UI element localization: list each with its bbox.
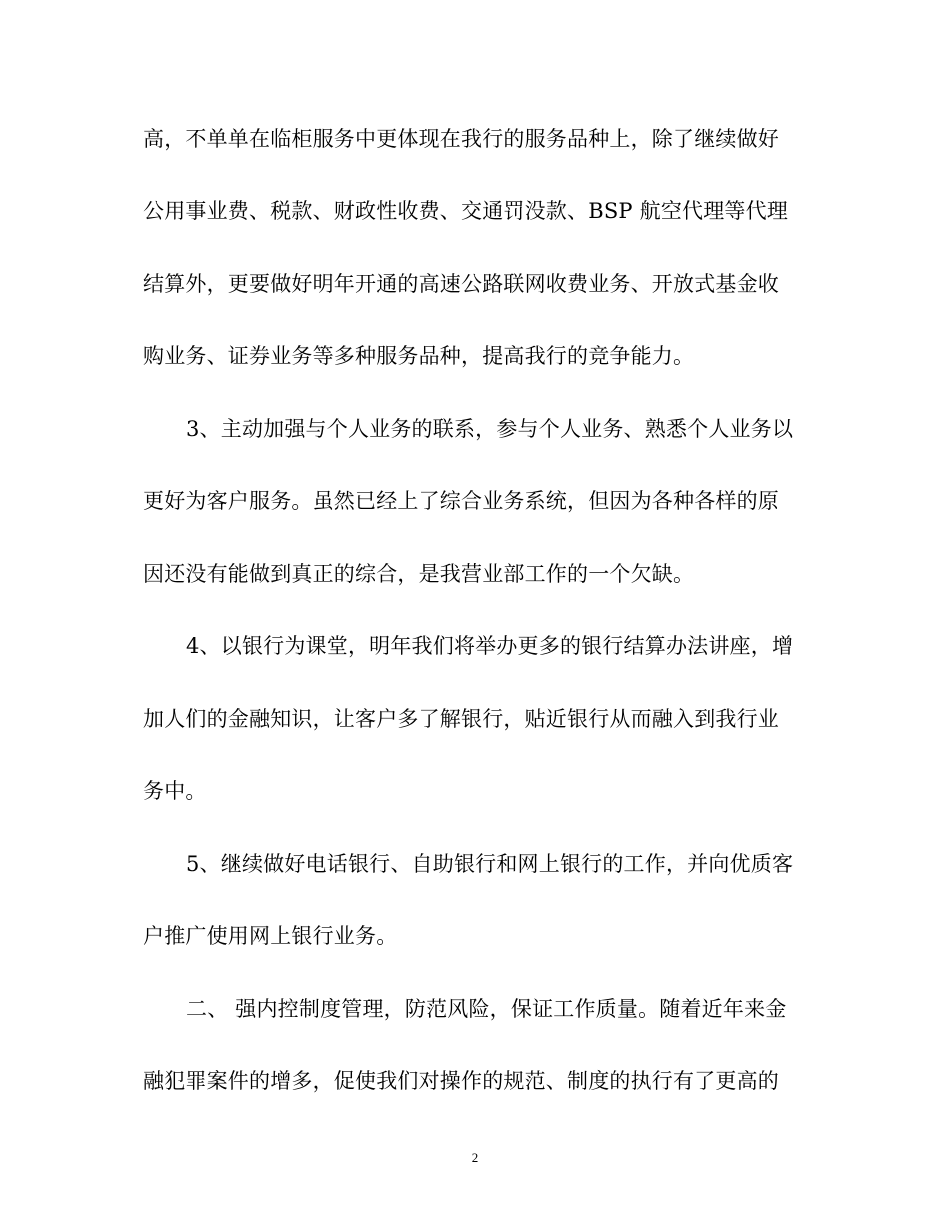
- page-number: 2: [471, 1150, 479, 1165]
- text-line: 融犯罪案件的增多，促使我们对操作的规范、制度的执行有了更高的: [143, 1069, 779, 1093]
- text-line: 加人们的金融知识，让客户多了解银行，贴近银行从而融入到我行业: [143, 707, 779, 731]
- text-line: 户推广使用网上银行业务。: [143, 924, 398, 948]
- text-line: 购业务、证券业务等多种服务品种，提高我行的竞争能力。: [143, 344, 695, 368]
- text-line: 结算外，更要做好明年开通的高速公路联网收费业务、开放式基金收: [143, 272, 779, 296]
- text-line: 因还没有能做到真正的综合，是我营业部工作的一个欠缺。: [143, 562, 695, 586]
- paragraph-start-line: 5、继续做好电话银行、自助银行和网上银行的工作，并向优质客: [186, 852, 794, 876]
- paragraph-start-line: 二、 强内控制度管理，防范风险，保证工作质量。随着近年来金: [186, 997, 787, 1021]
- paragraph-start-line: 3、主动加强与个人业务的联系，参与个人业务、熟悉个人业务以: [186, 417, 794, 441]
- text-line: 务中。: [143, 779, 207, 803]
- text-line: 公用事业费、税款、财政性收费、交通罚没款、BSP 航空代理等代理: [143, 199, 789, 223]
- text-line: 高，不单单在临柜服务中更体现在我行的服务品种上，除了继续做好: [143, 127, 779, 151]
- text-line: 更好为客户服务。虽然已经上了综合业务系统，但因为各种各样的原: [143, 489, 779, 513]
- paragraph-start-line: 4、以银行为课堂，明年我们将举办更多的银行结算办法讲座，增: [186, 634, 794, 658]
